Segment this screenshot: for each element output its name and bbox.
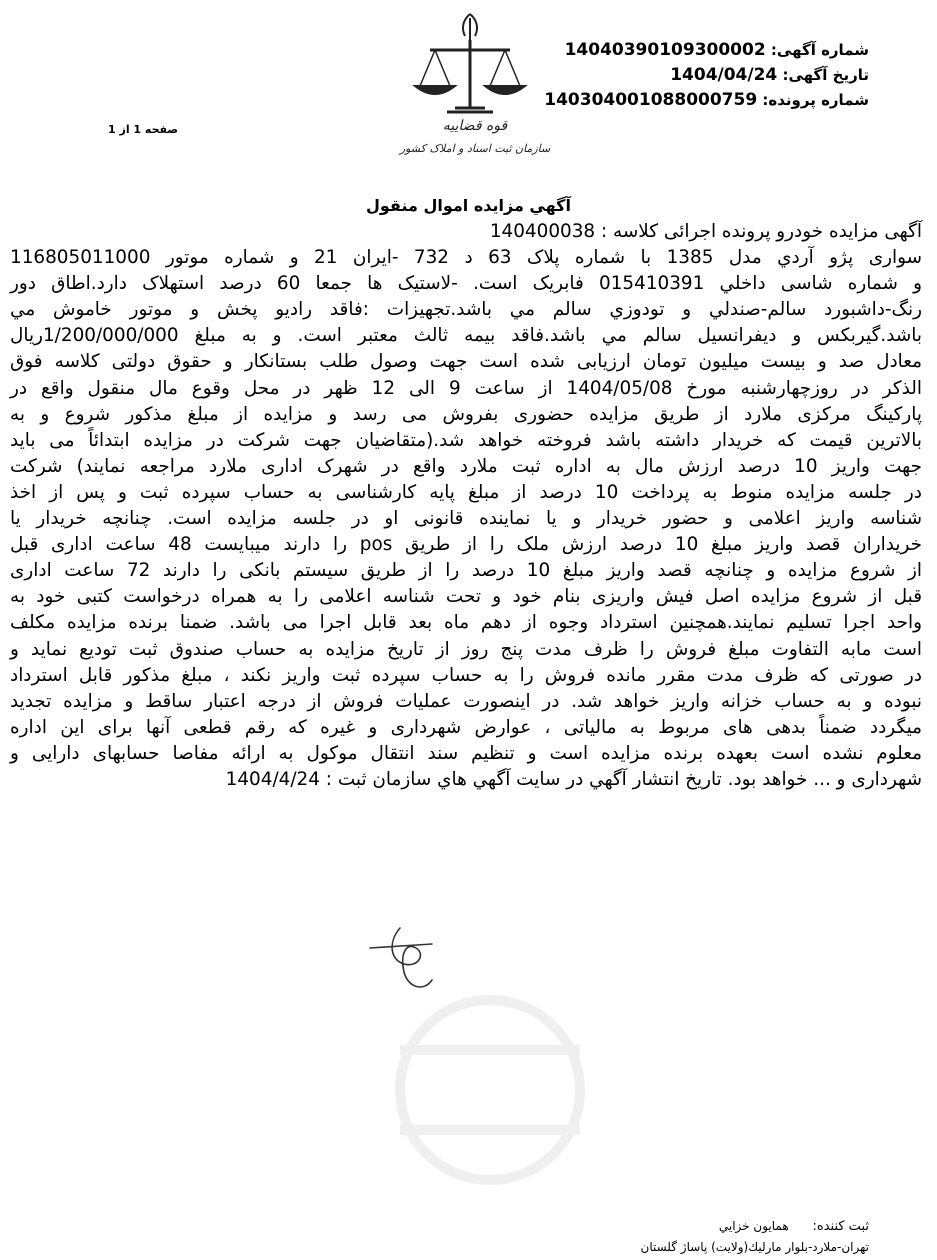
body-line: باشد.گيربکس و ديفرانسيل سالم مي باشد.فاقد بیمه ثالث معتبر است. و به مبلغ 1/200/000/000ريال (10, 325, 922, 347)
body-line: خریداران قصد واریز مبلغ 10 درصد ارزش ملک را از طریق pos را دارند میبایست 48 ساعت اداری قبل (10, 534, 922, 556)
page-number: صفحه 1 از 1 (108, 123, 179, 136)
footer (641, 1216, 870, 1257)
body-line: واحد اجرا تسلیم نمایند.همچنین استرداد وجوه از دهم ماه بعد قابل اجرا می باشد. ضمنا برنده مزایده مکلف (10, 612, 922, 634)
body-line: قبل از شروع مزایده اصل فیش واریزی بنام خود و تحت شناسه اعلامی را به همراه درخواست کتبی خود به (10, 586, 922, 608)
body-line: پارکینگ مرکزی ملارد از طریق مزایده حضوری بفروش می رسد و مزایده از مبلغ مذکور شروع و به (10, 403, 922, 425)
body-line: شهرداری و ... خواهد بود. تاریخ انتشار آگهي در سايت آگهي هاي سازمان ثبت : 1404/4/24 (225, 768, 922, 790)
signature (360, 918, 470, 998)
ad-date-row (544, 63, 869, 88)
document-title: آگهي مزايده اموال منقول (366, 196, 571, 215)
svg-text:سازمان ثبت اسناد و املاک کشور: سازمان ثبت اسناد و املاک کشور (399, 142, 551, 155)
body-line: میگردد ضمناً بدهی های مربوط به مالیاتی ، عوارض شهرداری و غیره که رقم قطعی آنها برای این اداره (10, 716, 922, 738)
document-body (10, 219, 922, 793)
body-line: سواری پژو آردي مدل 1385 با شماره پلاک 63 د 732 -ایران 21 و شماره موتور 116805011000 (10, 247, 922, 269)
ad-number-row (544, 38, 869, 63)
body-line: آگهی مزایده خودرو پرونده اجرائی کلاسه : 140400038 (489, 221, 922, 242)
judiciary-emblem (385, 8, 555, 158)
ad-date-label: تاریخ آگهی: (782, 66, 869, 84)
watermark-stamp-icon (280, 990, 700, 1190)
scales-of-justice-icon (385, 8, 555, 158)
ad-date: 1404/04/24 (670, 65, 778, 85)
body-line: بالاترین قیمت که خریدار داشته باشد فروخته خواهد شد.(متقاضیان جهت شرکت در مزایده ابتدائاً می باید (10, 429, 922, 451)
body-line: نبوده و به حساب خزانه واریز خواهد شد. در اینصورت عملیات فروش از درجه اعتبار ساقط و مزایده تجدید (10, 690, 922, 712)
registrar-label: ثبت کننده: (812, 1219, 869, 1234)
body-line: از شروع مزایده و چنانچه قصد واریز مبلغ 10 درصد را از طریق سیستم بانکی را دارند 72 ساعت اداری (10, 560, 922, 582)
ad-metadata (544, 38, 869, 113)
body-line: است مابه التفاوت مبلغ فروش را ظرف مدت پنج روز از تاریخ مزایده به حساب صندوق ثبت تودیع نماید و (10, 638, 922, 660)
ad-number: 14040390109300002 (564, 40, 766, 60)
ad-number-label: شماره آگهی: (770, 41, 869, 59)
body-line: معلوم نشده است بعهده برنده مزایده است و تنظیم سند انتقال موکول به ارائه مفاصا حسابهای دارایی و (10, 742, 922, 764)
body-line: شناسه واریز اعلامی و حضور خریدار و یا نماینده قانونی او در جلسه مزایده است. چنانچه خریدار یا (10, 508, 922, 530)
body-line: الذکر در روزچهارشنبه مورخ 1404/05/08 از ساعت 9 الی 12 ظهر در محل وقوع مال منقول واقع در (10, 377, 923, 399)
registrar-row (641, 1216, 870, 1237)
svg-text:قوه قضاییه: قوه قضاییه (442, 118, 508, 134)
registrar-name: همايون خزايي (718, 1219, 789, 1233)
body-line: در صورتی که ظرف مدت مقرر مانده فروش را به حساب سپرده ثبت واریز نکند ، مبلغ مذکور قابل استرداد (10, 664, 922, 686)
body-line: جهت واریز 10 درصد ارزش مال به اداره ثبت ملارد واقع در شهرک اداری ملارد مراجعه نمایند) شرکت (10, 455, 922, 477)
body-line: رنگ-داشبورد سالم-صندلي و تودوزي سالم مي باشد.تجهيزات :فاقد راديو پخش و موتور خاموش مي (10, 299, 922, 321)
case-number-row (544, 88, 869, 113)
case-number: 140304001088000759 (544, 90, 758, 110)
body-line: معادل صد و بیست میلیون تومان ارزیابی شده است جهت وصول طلب بستانکار و حقوق دولتی کلاسه فوق (10, 351, 922, 373)
body-line: در جلسه مزایده منوط به پرداخت 10 درصد از مبلغ پایه کارشناسی به حساب سپرده ثبت و پس از اخذ (10, 481, 922, 503)
address: تهران-ملارد-بلوار مارليك(ولايت) پاساژ گلستان (640, 1240, 869, 1254)
body-line: و شماره شاسی داخلي 015410391 فابریک است. -لاستیک ها جمعا 60 درصد استهلاک دارد.اطاق دور (10, 273, 922, 295)
case-number-label: شماره پرونده: (762, 91, 869, 109)
